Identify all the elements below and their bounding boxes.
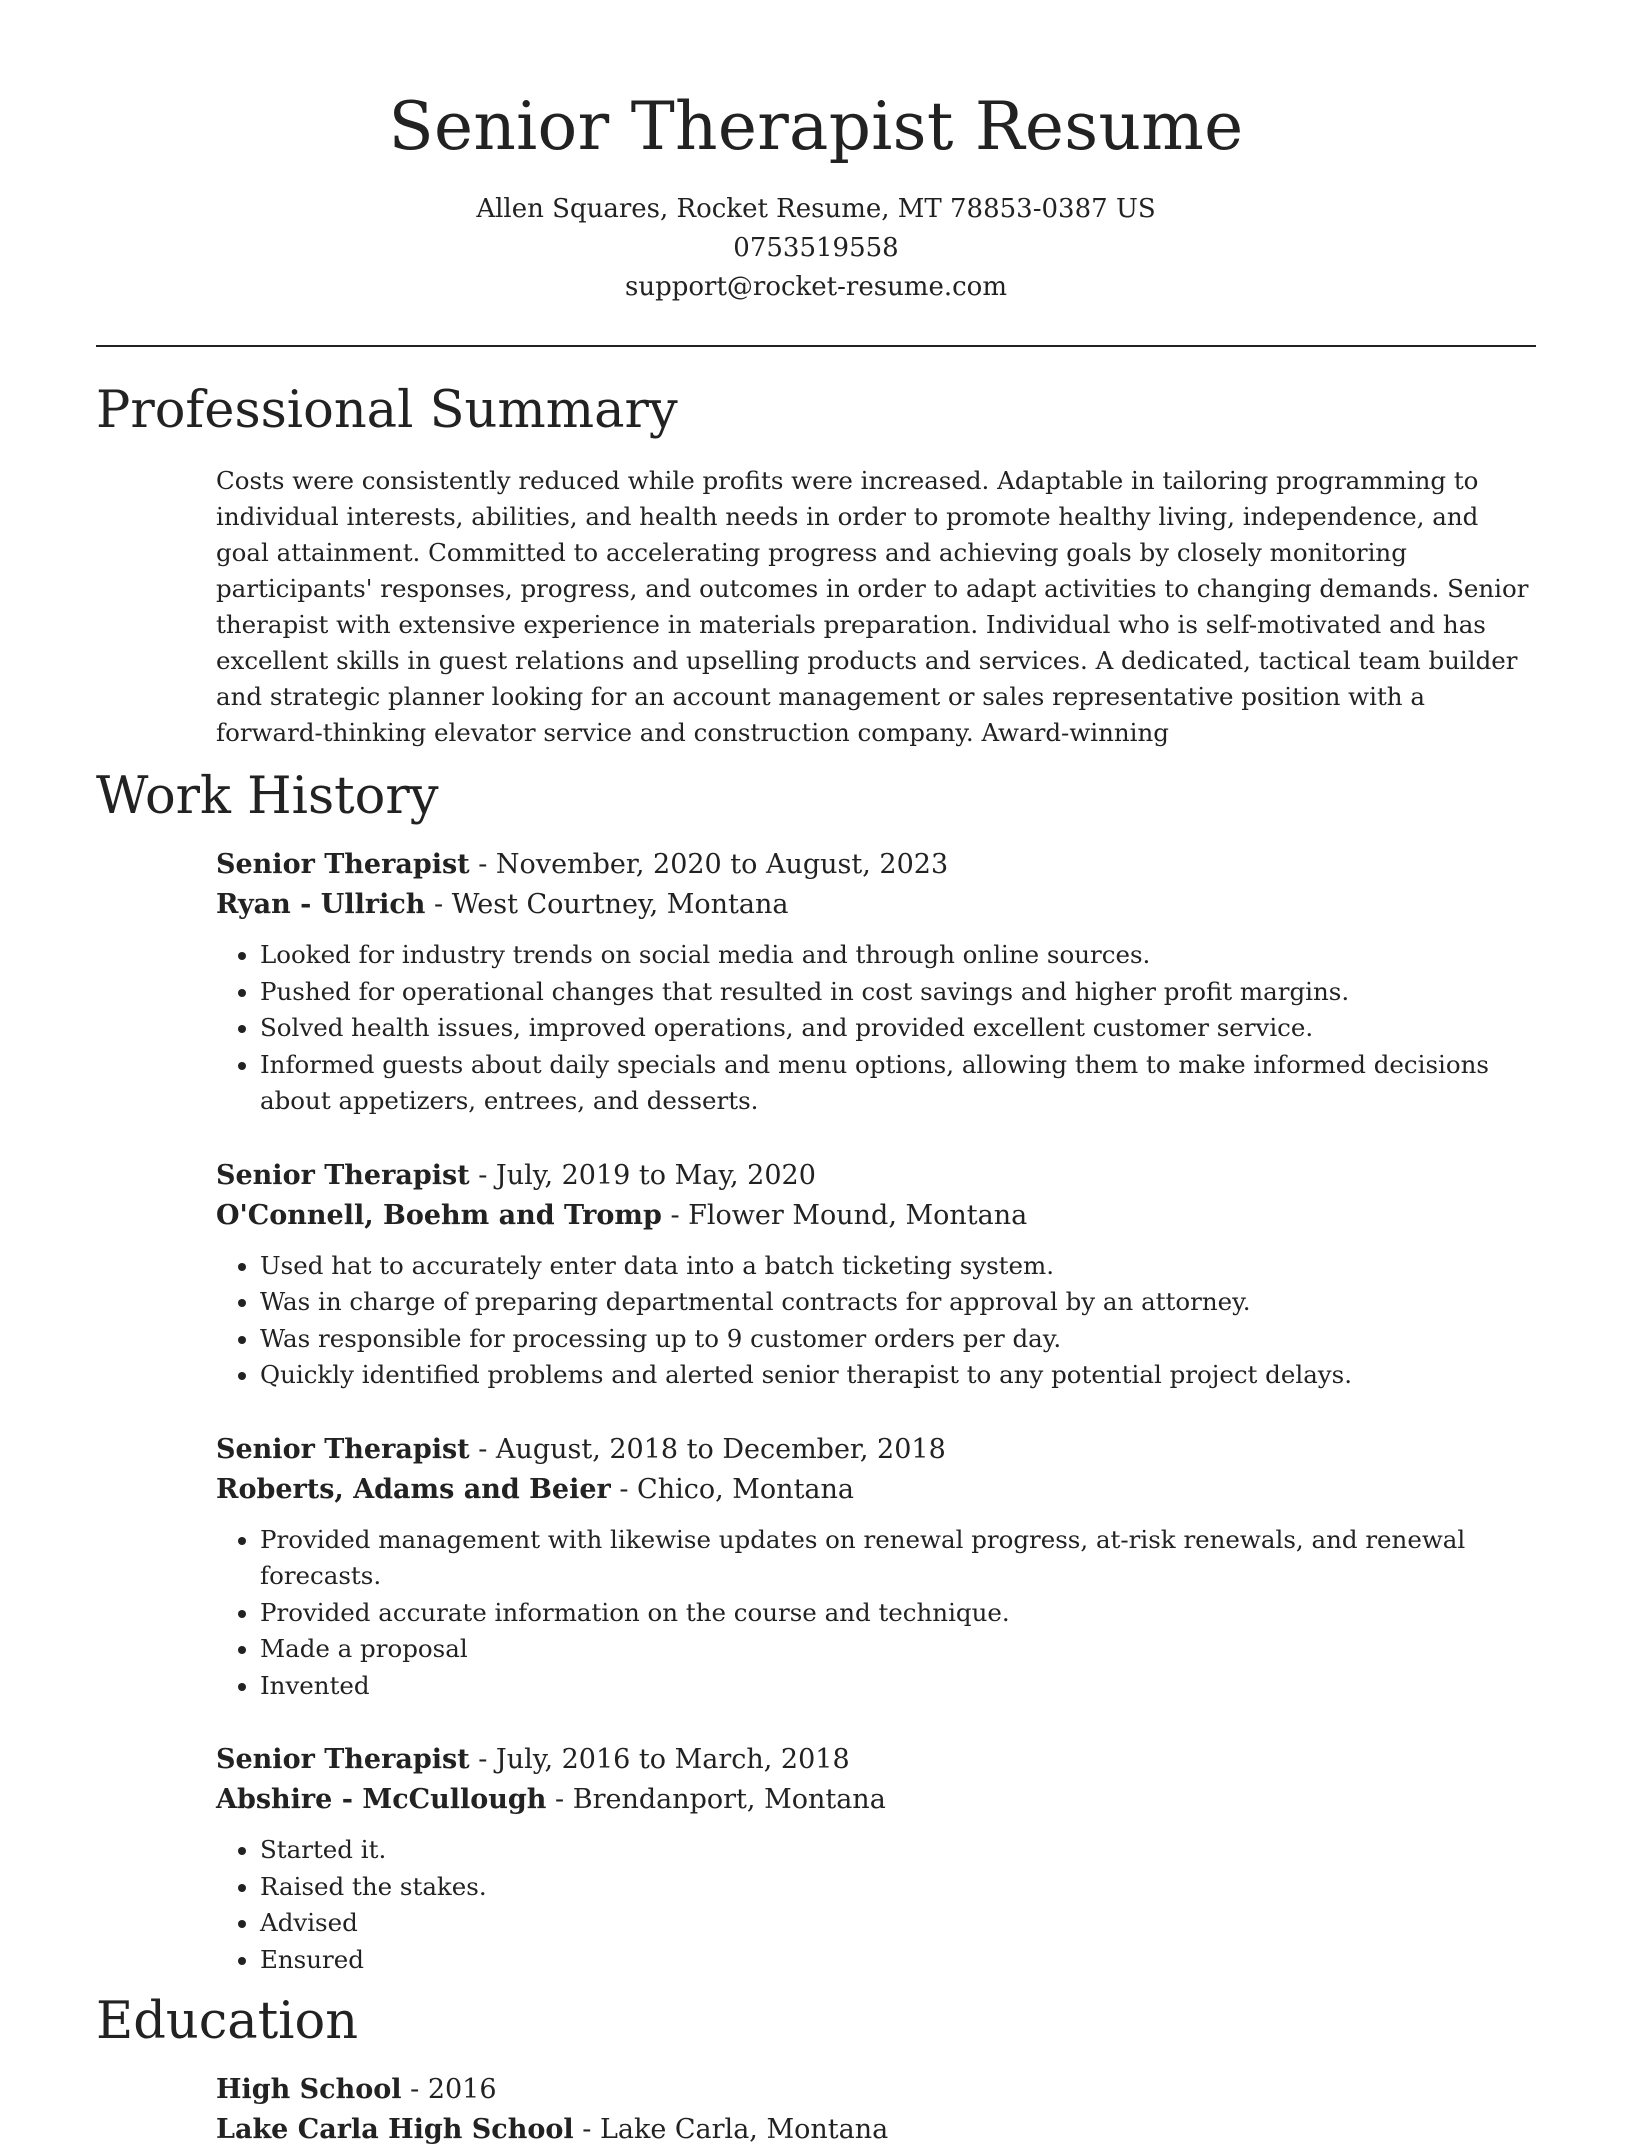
- job-company-line: [216, 1470, 1536, 1510]
- work-history-list: [216, 845, 1536, 1978]
- contact-phone: 0753519558: [733, 233, 899, 263]
- job-dates: - July, 2016 to March, 2018: [469, 1744, 850, 1775]
- job-role: Senior Therapist: [216, 1433, 470, 1465]
- job-bullet: • Invented: [260, 1668, 1536, 1705]
- job-bullet: • Looked for industry trends on social media and through online sources.: [260, 937, 1536, 974]
- job-bullets: [216, 1832, 1536, 1978]
- job-company: O'Connell, Boehm and Tromp: [216, 1199, 662, 1231]
- work-history-heading: Work History: [96, 767, 439, 826]
- job-role: Senior Therapist: [216, 1744, 470, 1775]
- resume-title: Senior Therapist Resume: [388, 88, 1244, 165]
- job-dates: - July, 2019 to May, 2020: [469, 1159, 816, 1191]
- job-bullet: • Informed guests about daily specials and menu options, allowing them to make informed decisions about appetizers, entrees, and desserts.: [260, 1047, 1536, 1120]
- job-bullet: • Ensured: [260, 1942, 1536, 1979]
- job-title-line: [216, 845, 1536, 885]
- education-section: [96, 1978, 1536, 2150]
- job-role: Senior Therapist: [216, 1159, 470, 1191]
- job-title-line: [216, 1740, 1536, 1780]
- job-title-line: [216, 1156, 1536, 1196]
- job-bullet: • Quickly identified problems and alerted senior therapist to any potential project delays.: [260, 1357, 1536, 1394]
- resume-page: [96, 0, 1536, 2150]
- job-bullet: • Made a proposal: [260, 1631, 1536, 1668]
- job-bullet: • Used hat to accurately enter data into a batch ticketing system.: [260, 1248, 1536, 1285]
- contact-email: support@rocket-resume.com: [624, 272, 1007, 302]
- summary-body: [216, 463, 1536, 751]
- job-company-line: [216, 885, 1536, 925]
- education-year: - 2016: [401, 2074, 497, 2105]
- job-bullets: [216, 937, 1536, 1120]
- job-company: Ryan - Ullrich: [216, 889, 426, 920]
- job-location: - Brendanport, Montana: [546, 1784, 886, 1815]
- job-bullet: • Was responsible for processing up to 9 customer orders per day.: [260, 1321, 1536, 1358]
- education-entry: [216, 2070, 1536, 2150]
- job-bullets: [216, 1248, 1536, 1394]
- education-school: Lake Carla High School: [216, 2114, 574, 2145]
- job-bullet: • Provided accurate information on the course and technique.: [260, 1595, 1536, 1632]
- job-bullet: • Advised: [260, 1905, 1536, 1942]
- job-dates: - August, 2018 to December, 2018: [469, 1433, 946, 1465]
- education-degree-line: [216, 2070, 1536, 2110]
- job-location: - West Courtney, Montana: [425, 889, 789, 920]
- job-entry: [216, 1740, 1536, 1978]
- job-role: Senior Therapist: [216, 849, 470, 880]
- education-degree: High School: [216, 2074, 402, 2105]
- job-company: Abshire - McCullough: [216, 1784, 547, 1815]
- job-location: - Flower Mound, Montana: [661, 1199, 1028, 1231]
- summary-section: [96, 347, 1536, 751]
- job-company-line: [216, 1196, 1536, 1236]
- resume-header: [96, 0, 1536, 307]
- job-bullet: • Solved health issues, improved operations, and provided excellent customer service.: [260, 1010, 1536, 1047]
- job-bullets: [216, 1522, 1536, 1705]
- education-list: [216, 2070, 1536, 2150]
- job-bullet: • Pushed for operational changes that resulted in cost savings and higher profit margins.: [260, 974, 1536, 1011]
- job-bullet: • Provided management with likewise updates on renewal progress, at-risk renewals, and renewal forecasts.: [260, 1522, 1536, 1595]
- summary-heading: Professional Summary: [96, 381, 678, 440]
- job-location: - Chico, Montana: [610, 1473, 855, 1505]
- work-history-section: [96, 751, 1536, 1978]
- job-entry: [216, 1156, 1536, 1394]
- job-entry: [216, 1430, 1536, 1705]
- job-company: Roberts, Adams and Beier: [216, 1473, 611, 1505]
- job-bullet: • Started it.: [260, 1832, 1536, 1869]
- job-dates: - November, 2020 to August, 2023: [469, 849, 949, 880]
- job-bullet: • Was in charge of preparing departmental contracts for approval by an attorney.: [260, 1284, 1536, 1321]
- education-school-line: [216, 2110, 1536, 2150]
- summary-text: Costs were consistently reduced while profits were increased. Adaptable in tailoring programming to individual interests, abilities, and health needs in order to promote healthy living, independence, and goal attainment. Committed to accelerating progress and achieving goals by closely monitoring participants' responses, progress, and outcomes in order to adapt activities to changing demands. Senior therapist with extensive experience in materials preparation. Individual who is self-motivated and has excellent skills in guest relations and upselling products and services. A dedicated, tactical team builder and strategic planner looking for an account management or sales representative position with a forward-thinking elevator service and construction company. Award-winning: [216, 466, 1529, 747]
- education-heading: Education: [96, 1992, 359, 2051]
- job-title-line: [216, 1430, 1536, 1470]
- job-company-line: [216, 1780, 1536, 1820]
- contact-address: Allen Squares, Rocket Resume, MT 78853-0387 US: [476, 194, 1156, 224]
- job-entry: [216, 845, 1536, 1120]
- job-bullet: • Raised the stakes.: [260, 1869, 1536, 1906]
- education-location: - Lake Carla, Montana: [573, 2114, 889, 2145]
